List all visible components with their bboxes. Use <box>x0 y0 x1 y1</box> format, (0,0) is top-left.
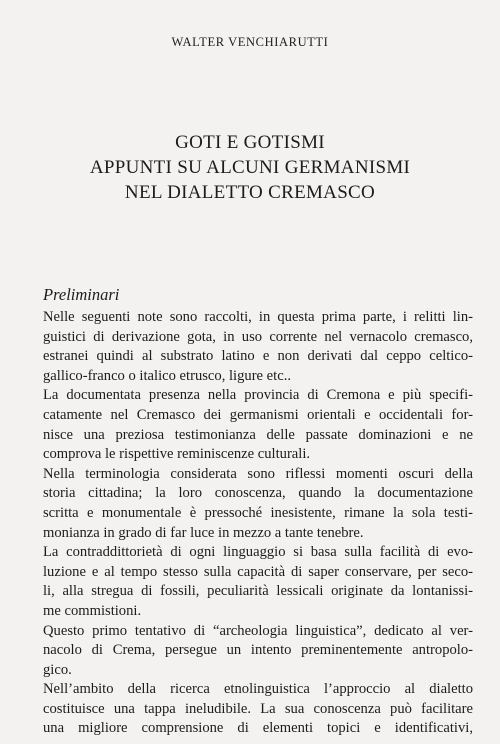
text-line: nacolo di Crema, persegue un intento preminentemente antropolo- <box>43 642 473 659</box>
text-line: monianza in grado di far luce in mezzo a tante tenebre. <box>43 524 364 541</box>
text-line: Nelle seguenti note sono raccolti, in questa prima parte, i relitti lin- <box>43 309 473 325</box>
text-line: catamente nel Cremasco dei germanismi orientali e occidentali for- <box>43 406 473 423</box>
body-text <box>43 308 473 739</box>
title-line-2: APPUNTI SU ALCUNI GERMANISMI <box>89 157 411 178</box>
text-line: La documentata presenza nella provincia di Cremona e più specifi- <box>43 387 473 404</box>
text-line: guistici di derivazione gota, in uso corrente nel vernacolo cremasco, <box>43 328 473 345</box>
article-title <box>0 130 500 205</box>
title-line-1: GOTI E GOTISMI <box>175 132 325 153</box>
text-line: una migliore comprensione di elementi topici e identificativi, <box>43 720 473 737</box>
text-line: li, alla stregua di fossili, peculiarità lessicali originate da lontanissi- <box>43 583 473 600</box>
text-line: me commistioni. <box>43 602 142 619</box>
text-line: estranei quindi al substrato latino e non derivati dal ceppo celtico- <box>43 348 473 365</box>
text-line: costituisce una tappa ineludibile. La sua conoscenza può facilitare <box>43 700 473 717</box>
text-line: Questo primo tentativo di “archeologia linguistica”, dedicato al ver- <box>43 622 473 639</box>
text-line: Nella terminologia considerata sono riflessi momenti oscuri della <box>43 465 473 482</box>
text-line: gico. <box>43 661 72 678</box>
text-line: La contraddittorietà di ogni linguaggio si basa sulla facilità di evo- <box>43 544 473 561</box>
text-line: Nell’ambito della ricerca etnolinguistica l’approccio al dialetto <box>43 681 473 698</box>
title-line-3: NEL DIALETTO CREMASCO <box>124 182 376 203</box>
text-line: comprova le rispettive reminiscenze culturali. <box>43 446 311 463</box>
text-line: luzione e al tempo stesso sulla capacità di saper conservare, per seco- <box>43 563 473 580</box>
text-line: gallico-franco o italico etrusco, ligure etc.. <box>43 367 291 384</box>
text-line: storia cittadina; la loro conoscenza, quando la documentazione <box>43 485 473 502</box>
section-heading: Preliminari <box>43 285 120 304</box>
author-name: WALTER VENCHIARUTTI <box>171 35 329 49</box>
text-line: scritta e monumentale è pressoché inesistente, rimane la sola testi- <box>43 504 473 521</box>
text-line: nisce una preziosa testimonianza delle passate dominazioni e ne <box>43 426 473 443</box>
